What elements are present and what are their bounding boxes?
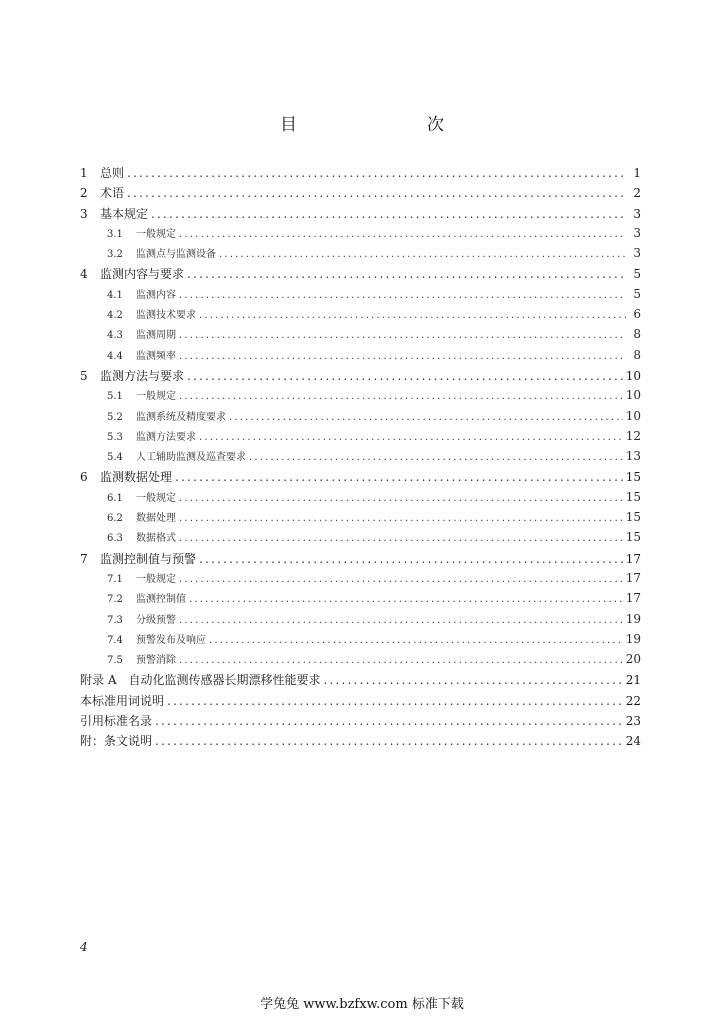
toc-entry[interactable]: [80, 489, 641, 509]
toc-entry-number: 7.3: [107, 614, 123, 626]
toc-entry-label: 本标准用词说明: [80, 693, 165, 708]
toc-entry-page: 17: [625, 570, 641, 585]
toc-entry-label: 监测数据处理: [100, 470, 173, 485]
toc-entry-page: 17: [625, 551, 641, 566]
toc-entry-page: 3: [633, 246, 641, 261]
toc-entry[interactable]: [80, 570, 641, 590]
toc-entry-label: 总则: [100, 166, 125, 180]
toc-entry-label: 监测点与监测设备: [136, 249, 216, 261]
toc-entry-page: 6: [633, 307, 641, 322]
toc-entry[interactable]: [80, 611, 641, 631]
toc-entry-label: 一般规定: [136, 391, 176, 403]
toc-entry-page: 15: [625, 489, 641, 504]
toc-dot-leader: [179, 351, 626, 362]
toc-entry-number: 7.5: [107, 655, 123, 667]
toc-dot-leader: [179, 391, 623, 402]
toc-entry-page: 1: [633, 166, 641, 180]
toc-entry[interactable]: [80, 671, 641, 691]
toc-entry[interactable]: [80, 367, 641, 387]
toc-entry-number: 6: [80, 470, 88, 485]
toc-dot-leader: [179, 330, 626, 341]
toc-entry-page: 8: [633, 347, 641, 362]
toc-entry-label: 预警发布及响应: [136, 634, 206, 646]
toc-entry[interactable]: [80, 468, 641, 488]
toc-entry[interactable]: [80, 205, 641, 225]
toc-entry-number: 5.1: [107, 391, 123, 403]
toc-dot-leader: [155, 734, 623, 748]
toc-entry-page: 20: [625, 652, 641, 667]
toc-entry[interactable]: [80, 550, 641, 570]
toc-entry-number: 3: [80, 206, 88, 221]
toc-dot-leader: [127, 166, 626, 180]
toc-entry-label: 术语: [100, 186, 125, 201]
toc-entry-number: 2: [80, 186, 88, 201]
toc-entry-label: 监测内容与要求: [100, 267, 185, 282]
toc-dot-leader: [179, 615, 623, 626]
toc-entry[interactable]: [80, 387, 641, 407]
toc-entry-page: 12: [625, 428, 641, 443]
toc-entry-page: 2: [633, 186, 641, 201]
toc-entry-number: 4.3: [107, 330, 123, 342]
toc-entry-label: 数据处理: [136, 513, 176, 525]
toc-entry[interactable]: [80, 184, 641, 204]
page-number: 4: [80, 940, 88, 954]
toc-dot-leader: [151, 207, 626, 221]
toc-entry[interactable]: [80, 265, 641, 285]
toc-entry-label: 一般规定: [136, 228, 176, 240]
toc-dot-leader: [187, 369, 623, 383]
toc-entry-label: 预警消除: [136, 655, 176, 667]
toc-dot-leader: [323, 673, 622, 687]
toc-entry-number: 7.2: [107, 594, 123, 606]
toc-entry-label: 一般规定: [136, 573, 176, 585]
toc-entry-number: 6.2: [107, 513, 123, 525]
toc-entry[interactable]: [80, 651, 641, 671]
toc-entry-label: 监测内容: [136, 289, 176, 301]
toc-entry[interactable]: [80, 347, 641, 367]
toc-entry-label: 一般规定: [136, 492, 176, 504]
toc-entry-number: 5.2: [107, 411, 123, 423]
toc-dot-leader: [179, 655, 623, 666]
toc-entry-number: 5.4: [107, 452, 123, 464]
toc-entry-page: 22: [625, 693, 641, 708]
toc-dot-leader: [229, 412, 623, 423]
toc-entry[interactable]: [80, 408, 641, 428]
toc-entry-page: 24: [625, 734, 641, 749]
toc-dot-leader: [219, 249, 626, 260]
toc-entry-label: 分级预警: [136, 614, 176, 626]
toc-entry-number: 4.4: [107, 350, 123, 362]
toc-entry-label: 基本规定: [100, 206, 149, 221]
toc-entry-page: 17: [625, 591, 641, 606]
toc-entry-page: 15: [625, 470, 641, 485]
toc-dot-leader: [179, 513, 623, 524]
toc-dot-leader: [199, 310, 626, 321]
toc-entry-number: 3.2: [107, 249, 123, 261]
toc-entry-page: 15: [625, 510, 641, 525]
toc-entry[interactable]: [80, 529, 641, 549]
toc-entry-page: 10: [625, 408, 641, 423]
toc-entry-number: 7.1: [107, 573, 123, 585]
toc-entry-number: 4: [80, 267, 88, 282]
toc-entry-page: 19: [625, 611, 641, 626]
toc-entry[interactable]: [80, 692, 641, 712]
toc-dot-leader: [199, 432, 623, 443]
toc-entry-page: 15: [625, 530, 641, 545]
toc-entry-label: 附录 A 自动化监测传感器长期漂移性能要求: [80, 673, 321, 688]
toc-dot-leader: [249, 452, 623, 463]
toc-entry-label: 监测控制值与预警: [100, 551, 197, 566]
toc-entry-page: 21: [625, 673, 641, 688]
toc-dot-leader: [179, 290, 626, 301]
toc-entry[interactable]: [80, 286, 641, 306]
toc-dot-leader: [209, 635, 623, 646]
toc-entry-page: 10: [625, 388, 641, 403]
toc-entry-label: 引用标准名录: [80, 714, 153, 729]
toc-entry-page: 23: [625, 714, 641, 729]
toc-entry-number: 4.2: [107, 310, 123, 322]
toc-entry[interactable]: [80, 225, 641, 245]
toc-entry-number: 7: [80, 551, 88, 566]
toc-entry[interactable]: [80, 326, 641, 346]
toc-entry-number: 5.3: [107, 431, 123, 443]
toc-entry-number: 4.1: [107, 289, 123, 301]
toc-entry-page: 3: [633, 225, 641, 240]
toc-entry[interactable]: [80, 590, 641, 610]
toc-entry[interactable]: [80, 509, 641, 529]
toc-entry[interactable]: [80, 306, 641, 326]
toc-entry-label: 监测频率: [136, 350, 176, 362]
toc-entry-label: 监测方法要求: [136, 431, 196, 443]
toc-entry-label: 附：条文说明: [80, 734, 153, 749]
toc-entry-number: 6.3: [107, 533, 123, 545]
toc-entry[interactable]: [80, 245, 641, 265]
page-title: 目 次: [280, 115, 476, 135]
toc-entry[interactable]: [80, 428, 641, 448]
toc-entry-label: 监测技术要求: [136, 310, 196, 322]
toc-entry-number: 3.1: [107, 228, 123, 240]
toc-entry-number: 7.4: [107, 634, 123, 646]
toc-entry-page: 5: [633, 267, 641, 282]
footer-watermark: 学兔兔 www.bzfxw.com 标准下载: [260, 997, 464, 1012]
toc-dot-leader: [199, 552, 623, 566]
toc-dot-leader: [175, 470, 623, 484]
toc-entry-label: 数据格式: [136, 533, 176, 545]
toc-entry-page: 3: [633, 206, 641, 221]
toc-entry[interactable]: [80, 448, 641, 468]
toc-entry-number: 6.1: [107, 492, 123, 504]
toc-dot-leader: [187, 267, 626, 281]
toc-entry-label: 监测周期: [136, 330, 176, 342]
toc-dot-leader: [155, 714, 623, 728]
toc-entry[interactable]: [80, 164, 641, 184]
toc-entry-number: 1: [80, 166, 88, 180]
toc-dot-leader: [179, 493, 623, 504]
table-of-contents: [80, 164, 641, 753]
toc-entry-page: 5: [633, 286, 641, 301]
toc-entry-label: 监测控制值: [136, 594, 186, 606]
toc-dot-leader: [167, 694, 623, 708]
toc-entry[interactable]: [80, 732, 641, 752]
toc-dot-leader: [127, 186, 626, 200]
toc-entry-label: 监测系统及精度要求: [136, 411, 226, 423]
toc-entry-label: 监测方法与要求: [100, 368, 185, 383]
toc-entry[interactable]: [80, 712, 641, 732]
toc-entry-page: 19: [625, 631, 641, 646]
toc-entry-number: 5: [80, 368, 88, 383]
toc-entry-label: 人工辅助监测及巡查要求: [136, 452, 246, 464]
toc-entry-page: 13: [625, 449, 641, 464]
toc-dot-leader: [189, 594, 623, 605]
toc-dot-leader: [179, 574, 623, 585]
toc-dot-leader: [179, 229, 626, 240]
toc-dot-leader: [179, 533, 623, 544]
toc-entry-page: 10: [625, 368, 641, 383]
toc-entry-page: 8: [633, 327, 641, 342]
toc-entry[interactable]: [80, 631, 641, 651]
